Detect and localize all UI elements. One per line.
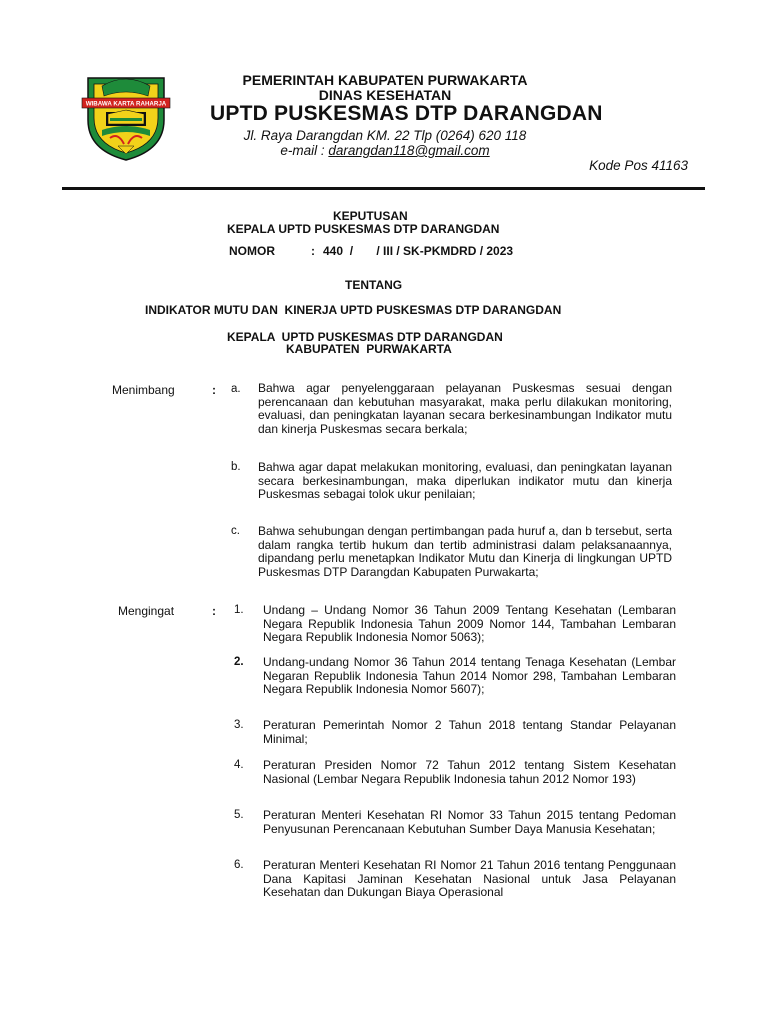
government-name: PEMERINTAH KABUPATEN PURWAKARTA (242, 72, 528, 88)
menimbang-marker-a: a. (231, 383, 241, 395)
logo-motto: WIBAWA KARTA RAHARJA (85, 100, 167, 108)
decree-issuer: KEPALA UPTD PUSKESMAS DTP DARANGDAN (227, 222, 500, 236)
postal-code: Kode Pos 41163 (589, 158, 688, 173)
organization-name: UPTD PUSKESMAS DTP DARANGDAN (210, 102, 603, 125)
email-line (180, 143, 590, 158)
letterhead-divider (62, 187, 705, 190)
menimbang-marker-b: b. (231, 461, 241, 473)
menimbang-item-c: Bahwa sehubungan dengan pertimbangan pada huruf a, dan b tersebut, serta dalam rangka tertib hukum dan tertib administrasi dalam pelaksanaannya, dipandang perlu menetapkan Indikator Mutu dan Kinerja di lingkungan UPTD Puskesmas DTP Darangdan Kabupaten Purwakarta; (258, 524, 672, 579)
menimbang-item-a: Bahwa agar penyelenggaraan pelayanan Puskesmas sesuai dengan perencanaan dan kebutuhan masyarakat, maka perlu dilakukan monitoring, evaluasi, dan peningkatan layanan secara berkesinambungan Indikator mutu dan kinerja Puskesmas secara berkala; (258, 381, 672, 436)
signatory-title: KEPALA UPTD PUSKESMAS DTP DARANGDAN (227, 330, 503, 344)
menimbang-colon: : (212, 383, 216, 397)
regency-emblem-logo (80, 74, 172, 162)
mengingat-marker-1: 1. (234, 604, 244, 616)
menimbang-label: Menimbang (112, 383, 175, 397)
decree-number-colon: : (311, 244, 315, 258)
decree-number-value: 440 / / III / SK-PKMDRD / 2023 (323, 244, 514, 258)
email-link[interactable]: darangdan118@gmail.com (328, 143, 490, 158)
mengingat-item-3: Peraturan Pemerintah Nomor 2 Tahun 2018 tentang Standar Pelayanan Minimal; (263, 718, 676, 746)
menimbang-marker-c: c. (231, 525, 240, 537)
mengingat-item-4: Peraturan Presiden Nomor 72 Tahun 2012 tentang Sistem Kesehatan Nasional (Lembar Negara Republik Indonesia tahun 2012 Nomor 193) (263, 758, 676, 786)
decree-number-label: NOMOR (229, 244, 275, 258)
address: Jl. Raya Darangdan KM. 22 Tlp (0264) 620 118 (243, 128, 527, 143)
mengingat-item-1: Undang – Undang Nomor 36 Tahun 2009 Tentang Kesehatan (Lembaran Negara Republik Indonesia Tahun 2009 Nomor 144, Tambahan Lembaran Negara Republik Indonesia Nomor 5063); (263, 603, 676, 644)
decree-about-label: TENTANG (345, 278, 403, 292)
mengingat-item-6: Peraturan Menteri Kesehatan RI Nomor 21 Tahun 2016 tentang Penggunaan Dana Kapitasi Jaminan Kesehatan Nasional untuk Jasa Pelayanan Kesehatan dan Dukungan Biaya Operasional (263, 858, 676, 899)
decree-type: KEPUTUSAN (333, 209, 408, 223)
mengingat-label: Mengingat (118, 604, 175, 618)
email-label: e-mail : (280, 143, 325, 158)
mengingat-marker-3: 3. (234, 719, 244, 731)
mengingat-marker-6: 6. (234, 859, 244, 871)
mengingat-colon: : (212, 604, 216, 618)
menimbang-item-b: Bahwa agar dapat melakukan monitoring, evaluasi, dan peningkatan layanan secara berkesinambungan, maka diperlukan indikator mutu dan kinerja Puskesmas sebagai tolok ukur penilaian; (258, 460, 672, 501)
department-name: DINAS KESEHATAN (318, 87, 452, 103)
mengingat-marker-5: 5. (234, 809, 244, 821)
mengingat-marker-4: 4. (234, 759, 244, 771)
mengingat-item-5: Peraturan Menteri Kesehatan RI Nomor 33 Tahun 2015 tentang Pedoman Penyusunan Perencanaan Kebutuhan Sumber Daya Manusia Kesehatan; (263, 808, 676, 836)
mengingat-item-2: Undang-undang Nomor 36 Tahun 2014 tentang Tenaga Kesehatan (Lembar Negaran Republik Indonesia Tahun 2014 Nomor 298, Tambahan Lembaran Negara Republik Indonesia Nomor 5607); (263, 655, 676, 696)
signatory-regency: KABUPATEN PURWAKARTA (286, 342, 452, 356)
mengingat-marker-2: 2. (234, 656, 244, 668)
decree-subject: INDIKATOR MUTU DAN KINERJA UPTD PUSKESMAS DTP DARANGDAN (145, 303, 562, 317)
